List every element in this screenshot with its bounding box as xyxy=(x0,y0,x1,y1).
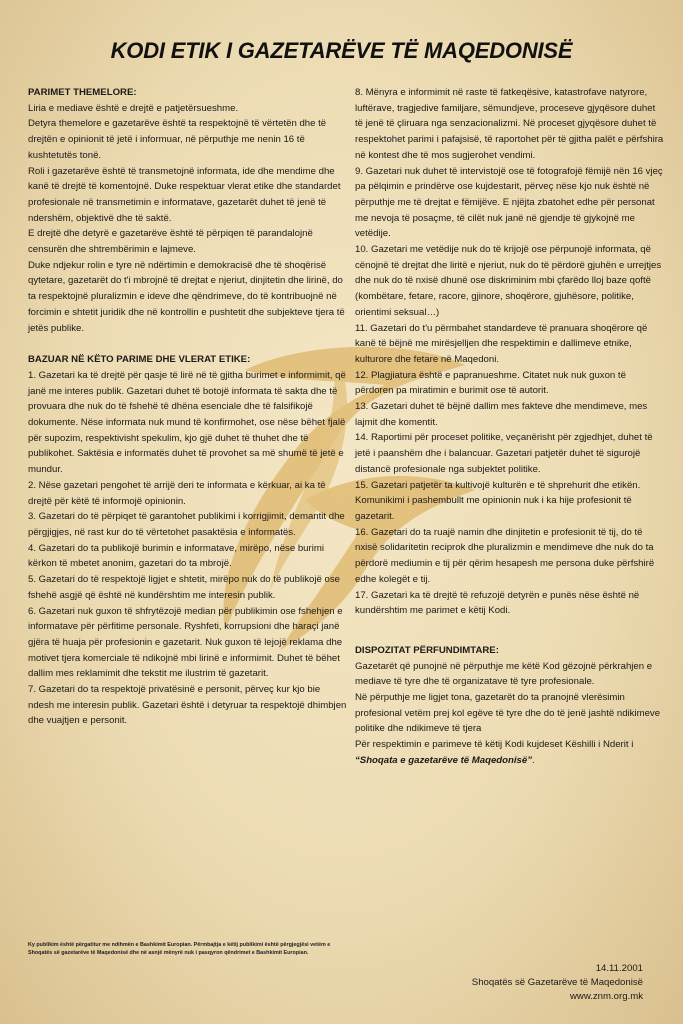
code-article: 15. Gazetari patjetër ta kultivojë kulturën e të shprehurit dhe etikën. Komunikimi i pashembullt me opinionin nuk i ka hije profesionit të gazetarit. xyxy=(355,479,641,522)
code-article: 9. Gazetari nuk duhet të intervistojë ose të fotografojë fëmijë nën 16 vjeç pa pëlqimin e prindërve ose kujdestarit, përveç nëse kjo nuk është në përputhje me të drejtat e fëmijëve. E njëjta zbatohet edhe për personat me nevoja të posaçme, të cilët nuk janë në gjendje të gjykojnë me vetëdije. xyxy=(355,165,663,240)
eu-disclaimer: Ky publikim është përgatitur me ndihmën e Bashkimit Europian. Përmbajtja e këtij publikimi është përgjegjësi vetëm e Shoqatës së gazetarëve të Maqedonisë dhe në asnjë mënyrë nuk i pasqyron qëndrimet e Bashkimit Europian. xyxy=(28,942,331,956)
code-article: 14. Raportimi për proceset politike, veçanërisht për zgjedhjet, duhet të jetë i paanshëm dhe i balancuar. Gazetari patjetër duhet të sigurojë distancë profesionale nga subjektet politike. xyxy=(355,432,653,475)
paragraph: Detyra themelore e gazetarëve është ta respektojnë të vërtetën dhe të drejtën e opinionit të jetë i informuar, në përputhje me nenin 16 të kushtetutës tonë. xyxy=(28,118,327,161)
document-title: KODI ETIK I GAZETARËVE TË MAQEDONISË xyxy=(110,38,573,63)
section-heading-principles: PARIMET THEMELORE: xyxy=(28,87,137,98)
paragraph: E drejtë dhe detyrë e gazetarëve është të përpiqen të parandalojnë censurën dhe shtrembërimin e lajmeve. xyxy=(28,228,313,256)
spacer xyxy=(355,619,665,635)
code-article: 12. Plagjiatura është e papranueshme. Citatet nuk nuk guxon të përdoren pa miratimin e burimit ose të autorit. xyxy=(355,369,626,397)
paragraph: Në përputhje me ligjet tona, gazetarët do ta pranojnë vlerësimin profesional vetëm prej kol egëve të tyre dhe do të jenë jashtë ndikimeve politike dhe ndikimeve të tjera xyxy=(355,692,661,735)
paragraph: Liria e mediave është e drejtë e patjetërsueshme. xyxy=(28,102,239,114)
paragraph: Roli i gazetarëve është të transmetojnë informata, ide dhe mendime dhe kanë të drejtë të komentojnë. Duke respektuar vlerat etike dhe standardet profesionale në transmetimin e informatave, gazetarët duhet të jenë të ndershëm, objektivë dhe të saktë. xyxy=(28,165,341,224)
code-article: 16. Gazetari do ta ruajë namin dhe dinjitetin e profesionit të tij, do të nxisë solidaritetin reciprok dhe pluralizmin e mendimeve dhe nuk do ta përdorë mediumin e tij për qërim hesapesh me persona duke përfshirë edhe kolegët e tij. xyxy=(355,526,655,585)
signoff-org: Shoqatës së Gazetarëve të Maqedonisë xyxy=(471,977,643,988)
code-article: 1. Gazetari ka të drejtë për qasje të lirë në të gjitha burimet e informimit, që janë me interes publik. Gazetari duhet të botojë informata të sakta dhe të provuara dhe nuk do të fshehë të dhëna esenciale dhe të falsifikojë dokumente. Nëse informata nuk mund të konfirmohet, ose nëse bëhet fjalë për supozim, respektivisht spekulim, kjo gjë duhet të thuhet dhe të publikohet. Saktësia e informatës duhet të provohet sa më shumë të jetë e mundur. xyxy=(28,369,346,476)
code-article: 10. Gazetari me vetëdije nuk do të krijojë ose përpunojë informata, që cënojnë të drejtat dhe liritë e njeriut, nuk do të përdorë gjuhën e urrejtjes dhe nuk do të nxisë dhunë ose diskriminim mbi çfarëdo lloj baze qoftë (kombëtare, fetare, racore, gjinore, shoqërore, gjuhësore, politike, orientimi seksual…) xyxy=(355,244,662,318)
signoff-url: www.znm.org.mk xyxy=(569,991,643,1002)
code-article: 2. Nëse gazetari pengohet të arrijë deri te informata e kërkuar, ai ka të drejtë për këtë të informojë opinionin. xyxy=(28,479,326,507)
signoff-block xyxy=(472,962,643,1004)
paragraph: Duke ndjekur rolin e tyre në ndërtimin e demokracisë dhe të shoqërisë qytetare, gazetarët do t'i mbrojnë të drejtat e njeriut, dinjitetin dhe lirinë, do ta respektojnë pluralizmin e ideve dhe qëndrimeve, do të kontribuojnë në forcimin e shtetit juridik dhe në kontrollin e pushtetit dhe subjekteve tjera të jetës publike. xyxy=(28,259,345,334)
code-article: 17. Gazetari ka të drejtë të refuzojë detyrën e punës nëse është në kundërshtim me parimet e këtij Kodi. xyxy=(355,589,640,617)
paragraph: Gazetarët që punojnë në përputhje me këtë Kod gëzojnë përkrahjen e mediave të tyre dhe të organizatave të tyre profesionale. xyxy=(355,660,653,688)
code-article: 7. Gazetari do ta respektojë privatësinë e personit, përveç kur kjo bie ndesh me interesin publik. Gazetari është i detyruar ta respektojë dhimbjen dhe vuajtjen e personit. xyxy=(28,684,347,727)
code-article: 4. Gazetari do ta publikojë burimin e informatave, mirëpo, nëse burimi kërkon të mbetet anonim, gazetari do ta mbrojë. xyxy=(28,542,324,570)
section-heading-values: BAZUAR NË KËTO PARIME DHE VLERAT ETIKE: xyxy=(28,354,251,366)
code-article: 8. Mënyra e informimit në raste të fatkeqësive, katastrofave natyrore, luftërave, tragjedive familjare, sëmundjeve, proceseve gjyqësore duhet të jenë të çliruara nga senzacionalizmi. Në proceset gjyqësore duhet të respektohet parimi i pafajsisë, të raportohet për të gjitha palët e përfshira në kontest dhe të mos sugjerohet vendimi. xyxy=(355,87,664,161)
left-column xyxy=(28,85,348,729)
section-heading-final: DISPOZITAT PËRFUNDIMTARE: xyxy=(355,644,499,656)
closing-lead: Për respektimin e parimeve të këtij Kodi kujdeset Këshilli i Nderit i xyxy=(355,739,634,751)
code-article: 3. Gazetari do të përpiqet të garantohet publikimi i korrigjimit, demantit dhe përgjigjes, në rast kur do të vërtetohet pasaktësia e informatës. xyxy=(28,511,345,538)
closing-paragraph xyxy=(355,737,665,768)
spacer xyxy=(28,336,348,352)
closing-end: . xyxy=(532,754,535,766)
code-article: 13. Gazetari duhet të bëjnë dallim mes fakteve dhe mendimeve, mes lajmit dhe komentit. xyxy=(355,401,648,428)
code-article: 11. Gazetari do t'u përmbahet standardeve të pranuara shoqërore që kanë të bëjnë me mirësjelljen dhe respektimin e dallimeve etnike, kulturore dhe fetare në Maqedoni. xyxy=(355,322,648,365)
spacer xyxy=(355,635,665,643)
association-name: “Shoqata e gazetarëve të Maqedonisë” xyxy=(355,754,533,766)
code-article: 6. Gazetari nuk guxon të shfrytëzojë median për publikimin ose fshehjen e informatave për përfitime personale. Ryshfeti, korrupsioni dhe haraçi janë gjëra të huaja për profesionin e gazetarit. Nuk guxon të lejojë reklama dhe motivet tjera komerciale të ndikojnë mbi lirinë e informimit. Duhet të bëhet dallim mes reklamimit dhe tekstit me ilustrim të gazetarit. xyxy=(28,605,343,680)
code-article: 5. Gazetari do të respektojë ligjet e shtetit, mirëpo nuk do të publikojë ose fshehë asgjë që është në kundërshtim me interesin publik. xyxy=(28,574,340,601)
signoff-date: 14.11.2001 xyxy=(595,963,643,974)
right-column xyxy=(355,85,665,769)
